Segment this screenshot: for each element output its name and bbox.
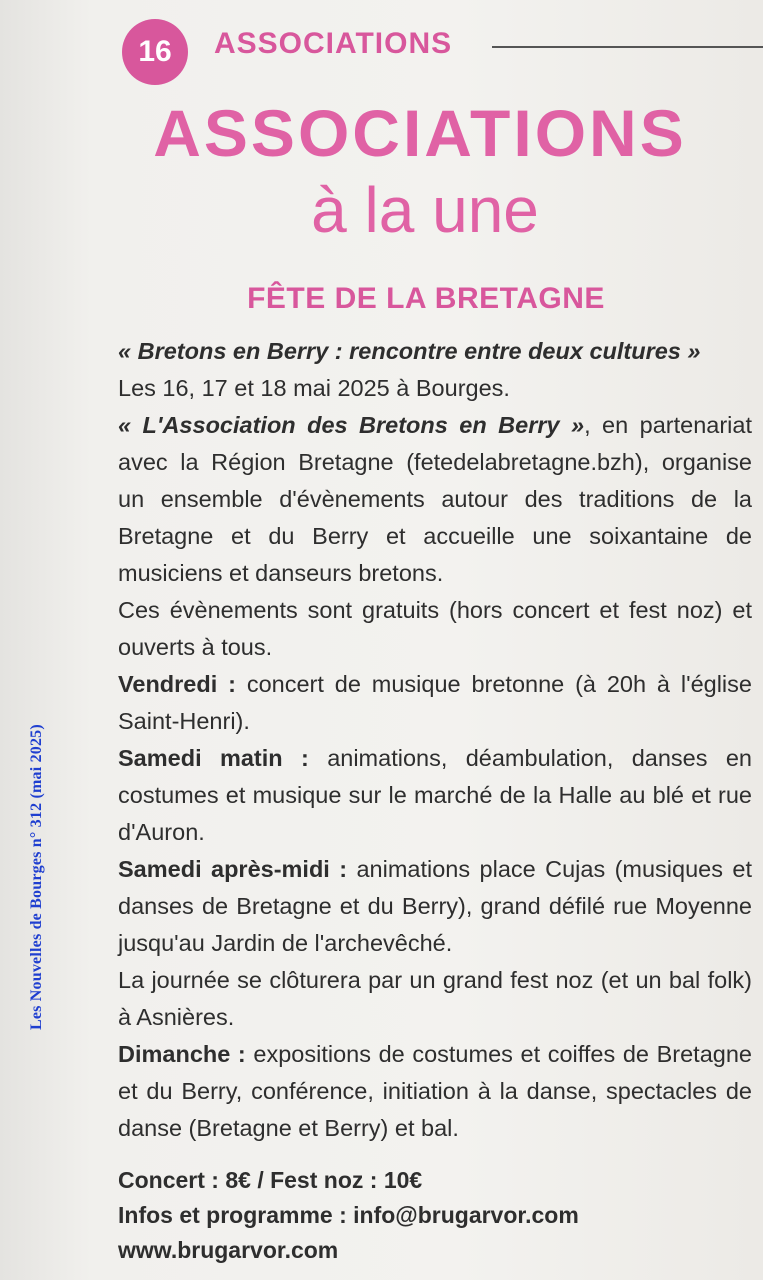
intro-text: , en partenariat avec la Région Bretagne (fetedelabretagne.bzh), organise un ensemble d'évènements autour des traditions de la Bretagne et du Berry et accueille une soixantaine de musiciens et danseurs bretons. [118,412,752,586]
article-heading: FÊTE DE LA BRETAGNE [247,282,605,315]
section-label: ASSOCIATIONS [214,27,453,60]
page-subtitle: à la une [311,174,539,246]
page-title: ASSOCIATIONS [153,96,687,170]
article-body [118,333,752,1147]
saturday-morning-label: Samedi matin : [118,745,309,771]
sunday-text: expositions de costumes et coiffes de Bretagne et du Berry, conférence, initiation à la danse, spectacles de danse (Bretagne et Berry) et bal. [118,1041,752,1141]
article-quote-title: « Bretons en Berry : rencontre entre deux cultures » [118,338,701,364]
article-footer [118,1163,758,1268]
program-saturday-evening: La journée se clôturera par un grand fest noz (et un bal folk) à Asnières. [118,967,752,1030]
header-divider [492,46,763,48]
page-number-badge: 16 [122,19,188,85]
saturday-afternoon-text: animations place Cujas (musiques et danses de Bretagne et du Berry), grand défilé rue Moyenne jusqu'au Jardin de l'archevêché. [118,856,752,956]
source-caption: Les Nouvelles de Bourges n° 312 (mai 2025) [28,724,45,1030]
program-saturday-morning [118,740,752,851]
program-friday [118,666,752,740]
saturday-morning-text: animations, déambulation, danses en costumes et musique sur le marché de la Halle au blé et rue d'Auron. [118,745,753,845]
program-sunday [118,1036,752,1147]
association-name: « L'Association des Bretons en Berry » [118,412,585,438]
sunday-label: Dimanche : [118,1041,246,1067]
saturday-afternoon-label: Samedi après-midi : [118,856,348,882]
article-intro [118,407,752,592]
article-dates: Les 16, 17 et 18 mai 2025 à Bourges. [118,375,510,401]
website: www.brugarvor.com [118,1237,339,1263]
friday-label: Vendredi : [118,671,236,697]
info-contact: Infos et programme : info@brugarvor.com [118,1202,579,1228]
article-free-events: Ces évènements sont gratuits (hors concert et fest noz) et ouverts à tous. [118,597,752,660]
friday-text: concert de musique bretonne (à 20h à l'église Saint-Henri). [118,671,752,734]
prices: Concert : 8€ / Fest noz : 10€ [118,1167,423,1193]
program-saturday-afternoon [118,851,752,962]
